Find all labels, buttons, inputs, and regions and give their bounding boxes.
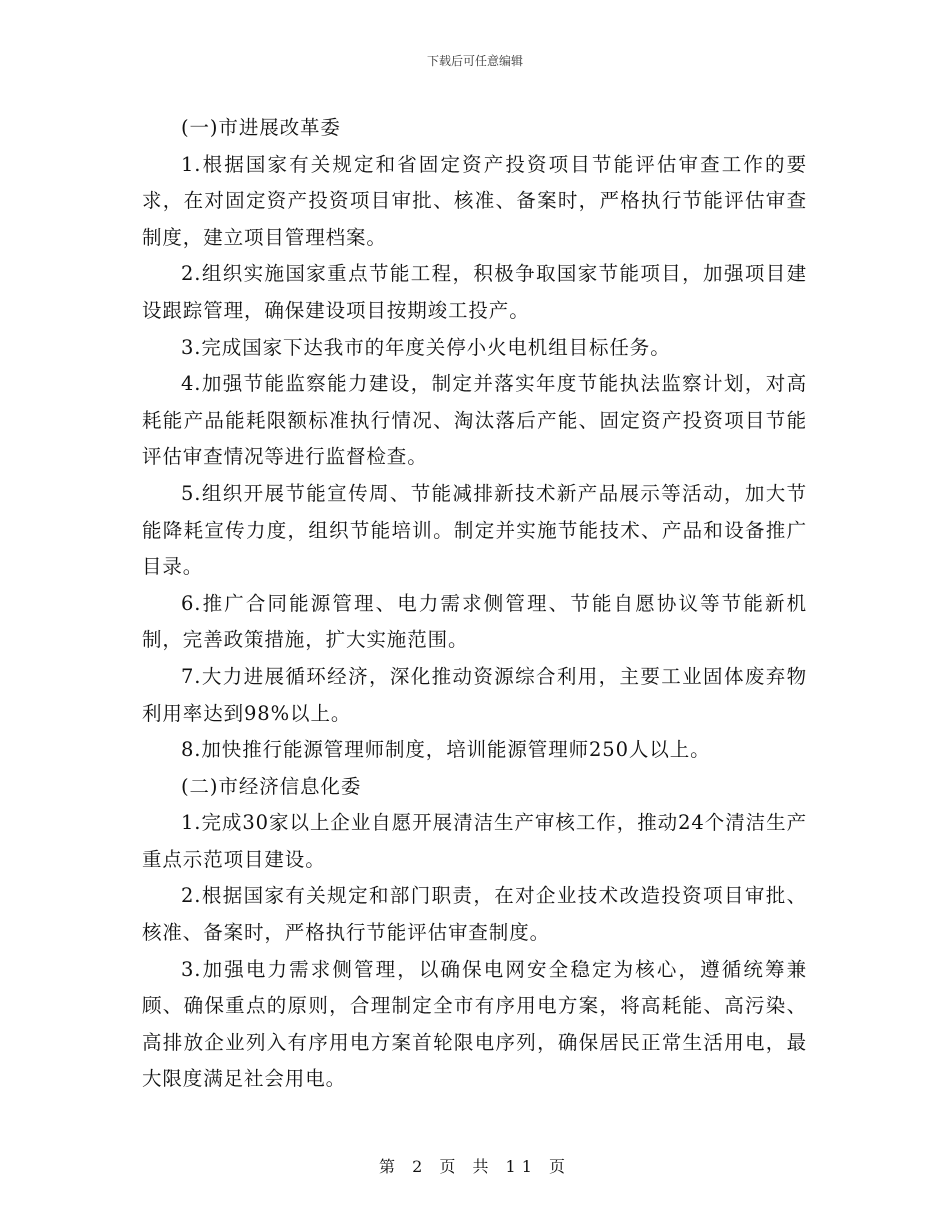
section-heading-2: (二)市经济信息化委	[181, 774, 362, 798]
paragraph: 1.根据国家有关规定和省固定资产投资项目节能评估审查工作的要求，在对固定资产投资项目审批、核准、备案时，严格执行节能评估审查制度，建立项目管理档案。	[142, 152, 807, 249]
page-number-footer: 第 2 页 共 11 页	[379, 1157, 571, 1176]
paragraph: 3.完成国家下达我市的年度关停小火电机组目标任务。	[181, 335, 671, 359]
paragraph: 6.推广合同能源管理、电力需求侧管理、节能自愿协议等节能新机制，完善政策措施，扩大实施范围。	[142, 591, 807, 652]
paragraph: 1.完成30家以上企业自愿开展清洁生产审核工作，推动24个清洁生产重点示范项目建设。	[142, 811, 807, 871]
paragraph: 4.加强节能监察能力建设，制定并落实年度节能执法监察计划，对高耗能产品能耗限额标准执行情况、淘汰落后产能、固定资产投资项目节能评估审查情况等进行监督检查。	[142, 372, 807, 469]
paragraph: 2.组织实施国家重点节能工程，积极争取国家节能项目，加强项目建设跟踪管理，确保建设项目按期竣工投产。	[142, 262, 807, 322]
paragraph: 8.加快推行能源管理师制度，培训能源管理师250人以上。	[181, 738, 711, 762]
paragraph: 7.大力进展循环经济，深化推动资源综合利用，主要工业固体废弃物利用率达到98%以上。	[142, 664, 807, 725]
paragraph: 5.组织开展节能宣传周、节能减排新技术新产品展示等活动，加大节能降耗宣传力度，组织节能培训。制定并实施节能技术、产品和设备推广目录。	[142, 481, 807, 579]
page-header-note: 下载后可任意编辑	[426, 54, 523, 68]
section-heading-1: (一)市进展改革委	[181, 116, 341, 139]
paragraph: 3.加强电力需求侧管理，以确保电网安全稳定为核心，遵循统筹兼顾、确保重点的原则，合理制定全市有序用电方案，将高耗能、高污染、高排放企业列入有序用电方案首轮限电序列，确保居民正常生活用电，最大限度满足社会用电。	[142, 957, 807, 1091]
paragraph: 2.根据国家有关规定和部门职责，在对企业技术改造投资项目审批、核准、备案时，严格执行节能评估审查制度。	[142, 884, 807, 945]
document-body	[142, 110, 807, 1098]
